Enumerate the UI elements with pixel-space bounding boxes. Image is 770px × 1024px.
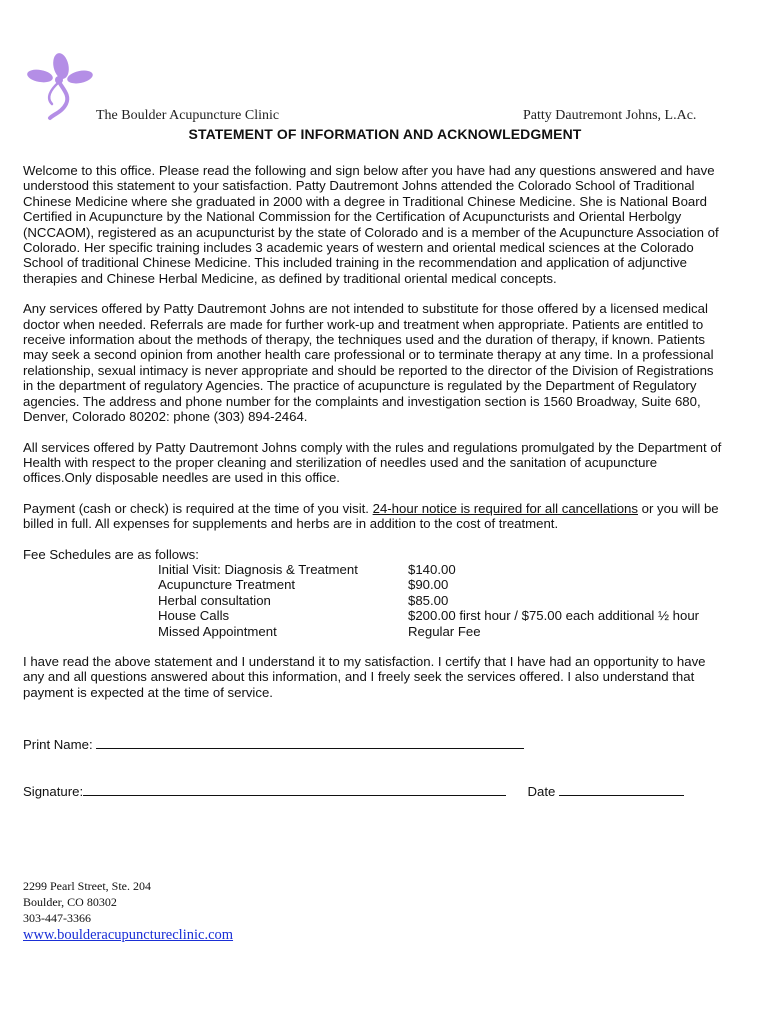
fee-name: House Calls bbox=[158, 608, 230, 624]
fee-name: Missed Appointment bbox=[158, 623, 277, 639]
date-label: Date bbox=[527, 784, 556, 799]
fee-price: $200.00 first hour / $75.00 each additional ½ hour bbox=[408, 608, 700, 624]
intro-paragraph: Welcome to this office. Please read the following and sign below after you have had any questions answered and have understood this statement to your satisfaction. Patty Dautremont Johns attended the Colorado School of Traditional Chinese Medicine where she graduated in 2000 with a degree in Traditional Chinese Medicine. She is National Board Certified in Acupuncture by the National Commission for the Certification of Acupuncturists and Oriental Herbolgy (NCCAOM), registered as an acupuncturist by the state of Colorado and is a member of the Acupuncture Association of Colorado. Her specific training includes 3 academic years of western and oriental medical sciences at the Colorado School of traditional Chinese Medicine. This included training in the recommendation and application of adjunctive therapies and Chinese Herbal Medicine, as defined by traditional oriental medical concepts. bbox=[23, 163, 719, 286]
fee-price: $85.00 bbox=[408, 592, 449, 608]
cancellation-notice: 24-hour notice is required for all cancellations bbox=[372, 500, 638, 516]
fee-row bbox=[23, 608, 723, 623]
payment-text-end: or you will be billed in full. All expenses for supplements and herbs are in addition to the cost of treatment. bbox=[23, 500, 719, 532]
fee-price: $90.00 bbox=[408, 577, 449, 593]
fee-row bbox=[23, 577, 723, 592]
acknowledgment-paragraph: I have read the above statement and I understand it to my satisfaction. I certify that I have had an opportunity to have any and all questions answered about this information, and I freely seek the services offered. I also understand that payment is expected at the time of service. bbox=[23, 653, 706, 700]
clinic-logo bbox=[20, 44, 102, 124]
footer bbox=[23, 878, 233, 943]
document-body bbox=[23, 163, 723, 715]
signature-label: Signature: bbox=[23, 784, 84, 799]
phone-number: 303-447-3366 bbox=[23, 911, 91, 925]
date-field[interactable] bbox=[559, 783, 684, 796]
fee-schedule-intro: Fee Schedules are as follows: bbox=[23, 546, 199, 562]
print-name-field[interactable] bbox=[96, 736, 524, 749]
website-link[interactable]: www.boulderacupunctureclinic.com bbox=[23, 927, 234, 943]
payment-text-start: Payment (cash or check) is required at the time of you visit. bbox=[23, 500, 373, 516]
signature-field[interactable] bbox=[83, 783, 506, 796]
sanitation-paragraph: All services offered by Patty Dautremont Johns comply with the rules and regulations promulgated by the Department of Health with respect to the proper cleaning and sterilization of needles used and the sanitation of acupuncture offices.Only disposable needles are used in this office. bbox=[23, 439, 722, 486]
address-line-2: Boulder, CO 80302 bbox=[23, 895, 117, 909]
print-name-label: Print Name: bbox=[23, 737, 93, 752]
practitioner-name: Patty Dautremont Johns, L.Ac. bbox=[523, 108, 697, 123]
fee-name: Acupuncture Treatment bbox=[158, 577, 296, 593]
services-paragraph: Any services offered by Patty Dautremont Johns are not intended to substitute for those offered by a licensed medical doctor when needed. Referrals are made for further work-up and treatment when appropriate. Patients are entitled to receive information about the methods of therapy, the techniques used and the duration of therapy, if known. Patients may seek a second opinion from another health care professional or to terminate therapy at any time. In a professional relationship, sexual intimacy is never appropriate and should be reported to the director of the Division of Registrations in the department of regulatory Agencies. The practice of acupuncture is regulated by the Department of Regulatory agencies. The address and phone number for the complaints and investigation section is 1560 Broadway, Suite 680, Denver, Colorado 80202: phone (303) 894-2464. bbox=[23, 301, 714, 425]
signature-row bbox=[23, 783, 684, 799]
fee-row bbox=[23, 624, 723, 639]
payment-paragraph bbox=[23, 501, 723, 532]
clinic-name: The Boulder Acupuncture Clinic bbox=[96, 108, 280, 123]
fee-price: Regular Fee bbox=[408, 623, 481, 639]
fee-schedule bbox=[23, 547, 723, 639]
fee-name: Herbal consultation bbox=[158, 592, 271, 608]
fee-row bbox=[23, 562, 723, 577]
print-name-row bbox=[23, 736, 524, 752]
fee-name: Initial Visit: Diagnosis & Treatment bbox=[158, 561, 358, 577]
fee-row bbox=[23, 593, 723, 608]
address-line-1: 2299 Pearl Street, Ste. 204 bbox=[23, 879, 151, 893]
fee-price: $140.00 bbox=[408, 561, 456, 577]
document-title: STATEMENT OF INFORMATION AND ACKNOWLEDGMENT bbox=[188, 126, 582, 142]
